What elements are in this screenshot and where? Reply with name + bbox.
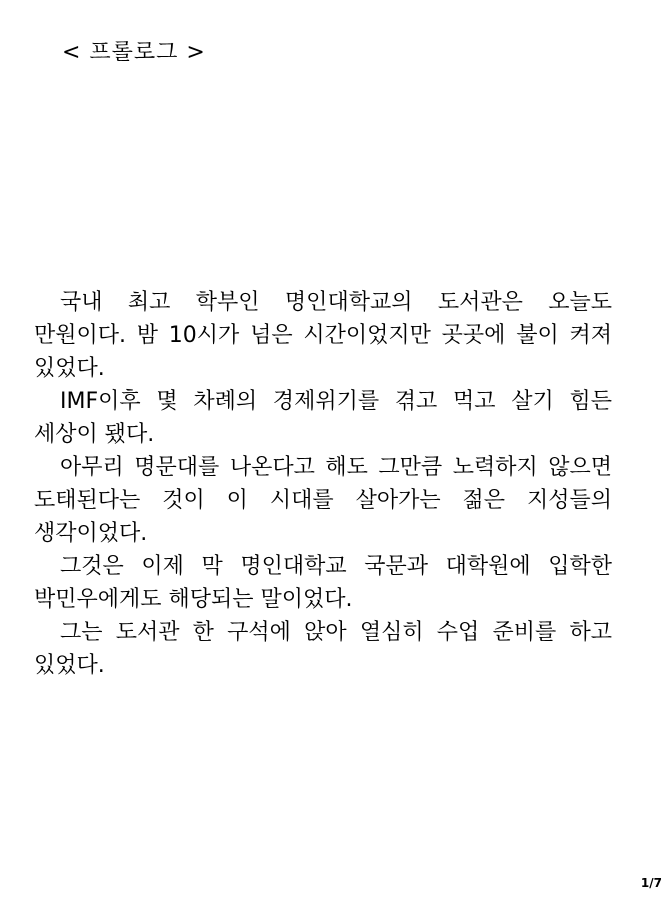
body-text [34,286,612,682]
chapter-title: < 프롤로그 > [62,40,206,65]
paragraph: 국내 최고 학부인 명인대학교의 도서관은 오늘도 만원이다. 밤 10시가 넘은 시간이었지만 곳곳에 불이 켜져 있었다. [34,290,612,381]
paragraph: 그것은 이제 막 명인대학교 국문과 대학원에 입학한 박민우에게도 해당되는 말이었다. [34,554,612,612]
paragraph: 아무리 명문대를 나온다고 해도 그만큼 노력하지 않으면 도태된다는 것이 이 시대를 살아가는 젊은 지성들의 생각이었다. [34,455,612,546]
paragraph: 그는 도서관 한 구석에 앉아 열심히 수업 준비를 하고 있었다. [34,620,612,678]
page-number: 1/7 [640,876,662,890]
paragraph: IMF이후 몇 차례의 경제위기를 겪고 먹고 살기 힘든 세상이 됐다. [34,389,612,447]
